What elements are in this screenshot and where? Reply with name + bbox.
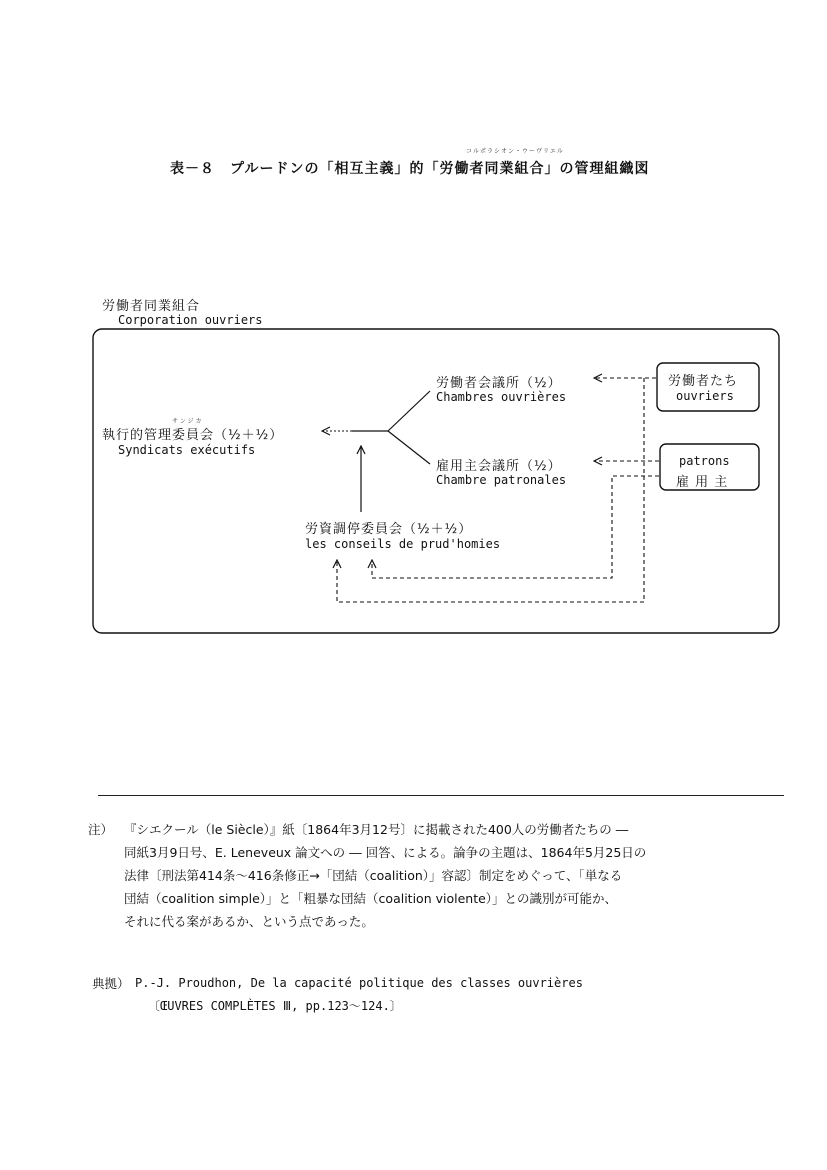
notes-label: 注）	[88, 822, 114, 837]
ouvriers-to-conseil-path	[337, 378, 644, 602]
section-divider	[98, 795, 784, 796]
chambre-ouvriere-jp: 労働者会議所（½）	[436, 376, 562, 391]
exec-ruby: サンジカ	[172, 418, 204, 425]
chambre-patronale-fr: Chambre patronales	[436, 473, 567, 487]
chambre-patronale-jp: 雇用主会議所（½）	[436, 459, 562, 474]
note-line: 法律〔刑法第414条～416条修正→「団結（coalition）」容認〕制定をめぐって、「単なる	[124, 868, 623, 883]
chambre-ouvriere-fr: Chambres ouvrières	[436, 390, 567, 404]
ouvriers-label-fr: ouvriers	[676, 389, 734, 403]
exec-label-fr: Syndicats exécutifs	[118, 443, 256, 457]
branch-up	[388, 391, 430, 431]
conseil-label-jp: 労資調停委員会（½＋½）	[305, 522, 473, 537]
outer-label-fr: Corporation ouvriers	[118, 313, 263, 327]
source-line: P.-J. Proudhon, De la capacité politique des classes ouvrières	[135, 976, 583, 990]
note-line: 『シエクール（le Siècle）』紙〔1864年3月12号〕に掲載された400人の労働者たちの ―	[124, 822, 629, 837]
patrons-label-jp: 雇 用 主	[676, 475, 729, 490]
outer-label-jp: 労働者同業組合	[102, 299, 201, 314]
patrons-label-fr: patrons	[679, 454, 730, 468]
note-line: 団結（coalition simple）」と「粗暴な団結（coalition violente）」との識別が可能か、	[124, 891, 618, 906]
exec-label-jp: 執行的管理委員会（½＋½）	[102, 428, 284, 443]
source-label: 典拠）	[92, 976, 130, 991]
figure-title: 表－８ プルードンの「相互主義」的「労働者同業組合」の管理組織図	[170, 161, 650, 177]
note-line: 同紙3月9日号、E. Leneveux 論文への ― 回答、による。論争の主題は、1864年5月25日の	[124, 845, 647, 860]
ouvriers-label-jp: 労働者たち	[668, 374, 739, 389]
source-line: 〔ŒUVRES COMPLÈTES Ⅲ, pp.123～124.〕	[148, 999, 402, 1013]
conseil-label-fr: les conseils de prud'homies	[305, 537, 501, 551]
branch-down	[388, 431, 430, 464]
note-line: それに代る案があるか、という点であった。	[124, 914, 374, 929]
title-ruby: コルポラシオン・ウーヴリエル	[466, 148, 564, 155]
